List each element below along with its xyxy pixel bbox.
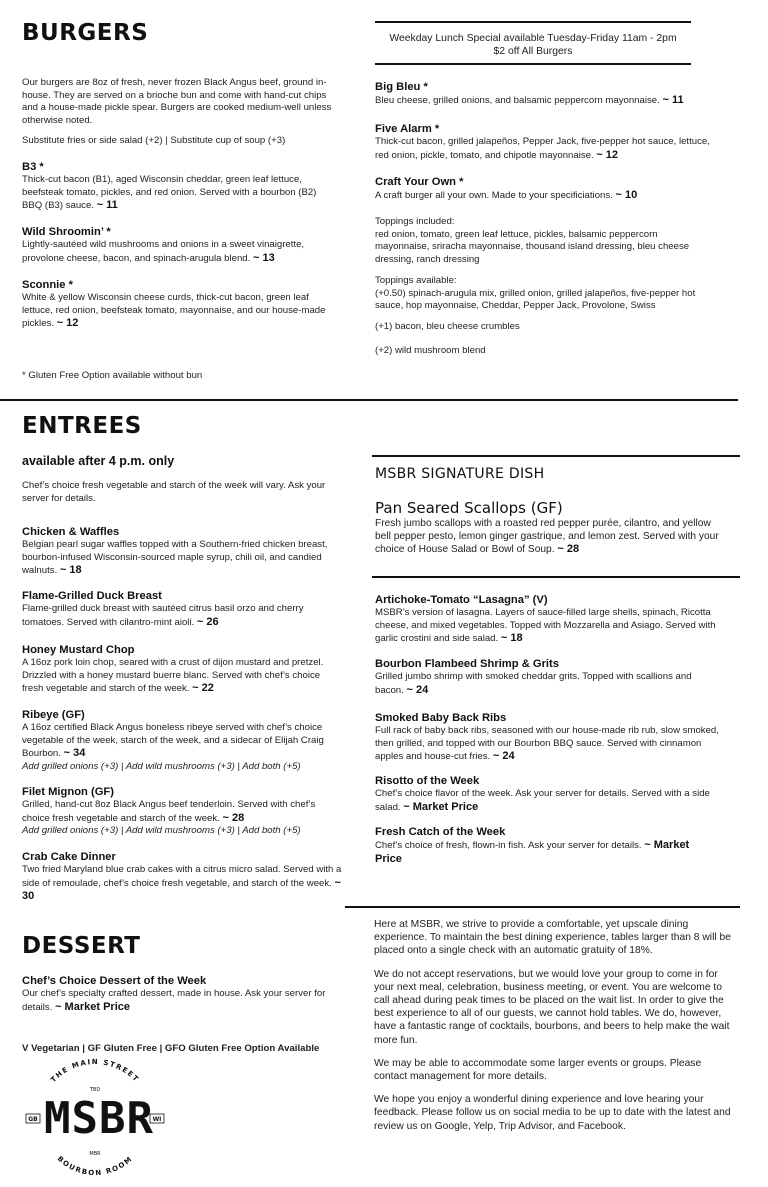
burgers-heading: BURGERS [22,20,149,46]
entree-duck-breast [22,589,324,629]
entree-crab-cake [22,850,344,904]
logo-est-top: TBD [89,1087,101,1093]
logo-bottom-arc-text: BOURBON ROOM [55,1154,135,1178]
menu-item-price: ~ Market Price [375,839,690,865]
logo-top-arc-text: THE MAIN STREET [49,1058,141,1085]
menu-item-desc: Grilled jumbo shrimp with smoked cheddar grits. Topped with scallions and bacon. ~ 24 [375,671,692,696]
entree-chicken-waffles [22,525,344,578]
signature-dish-price: ~ 28 [557,543,580,556]
signature-heading: MSBR SIGNATURE DISH [375,466,545,482]
menu-item-desc: Full rack of baby back ribs, seasoned with our house-made rib rub, slow smoked, then grilled, and topped with our Bourbon BBQ sauce. Served with cinnamon apples and house-cut fries. ~ 24 [375,725,719,763]
signature-dish-desc: Fresh jumbo scallops with a roasted red pepper purée, cilantro, and yellow bell pepper pesto, lemon ginger gastrique, and lemon zest. Served with your choice of House Salad or Bowl of Soup. ~ 28 [375,518,719,556]
menu-item-price: ~ 26 [196,615,219,628]
toppings-available [375,275,715,313]
menu-item-price: ~ 24 [406,683,429,696]
entree-honey-mustard-chop [22,643,344,696]
menu-item-desc: A 16oz pork loin chop, seared with a crust of dijon mustard and pretzel. Drizzled with a honey mustard buerre blanc. Served with chef’s choice fresh vegetable and starch of the week. ~ 22 [22,657,324,695]
menu-item-price: ~ 10 [615,189,638,201]
signature-bottom-rule [372,576,740,578]
menu-item-price: ~ 12 [56,317,79,330]
logo-left-text: GB [28,1116,38,1123]
menu-item-name: Filet Mignon (GF) [22,786,114,798]
svg-text:BOURBON ROOM [56,1155,135,1177]
gluten-free-note: * Gluten Free Option available without bun [22,370,203,381]
entree-lasagna [375,593,720,646]
entree-fresh-catch [375,825,715,866]
msbr-logo [20,1058,170,1180]
menu-item-name: Honey Mustard Chop [22,644,135,656]
burgers-intro: Our burgers are 8oz of fresh, never frozen Black Angus beef, ground in-house. They are served on a brioche bun and come with hand-cut chips and a house-made pickle spear. Burgers are cooked medium-well unless otherwise noted. [22,77,332,126]
policy-paragraph: Here at MSBR, we strive to provide a comfortable, yet upscale dining experience. To maintain the best dining experience, tables larger than 8 will be placed onto a single check with an automatic gratuity of 18%. [374,919,731,957]
toppings-included-label: Toppings included: [375,216,455,227]
lunch-special-top-rule [375,21,691,23]
policies [374,918,734,1133]
menu-item-desc: A 16oz certified Black Angus boneless ribeye served with chef’s choice vegetable of the week, starch of the week, and a sidecar of Elijah Craig Bourbon. ~ 34 [22,722,324,760]
toppings-included [375,216,710,266]
menu-item-addons: Add grilled onions (+3) | Add wild mushrooms (+3) | Add both (+5) [22,760,301,772]
signature-dish-name: Pan Seared Scallops (GF) [375,499,563,517]
svg-text:THE MAIN STREET [49,1058,140,1084]
menu-item-price: ~ 11 [662,94,684,106]
entree-baby-back-ribs [375,711,720,764]
menu-item-price: ~ 13 [252,251,275,264]
policy-paragraph: We hope you enjoy a wonderful dining experience and love hearing your feedback. Please follow us on social media to be up to date with the latest and review us on Google, Yelp, Trip Advisor, and Facebook. [374,1094,731,1132]
menu-item-price: ~ 12 [596,148,619,161]
menu-item-addons: Add grilled onions (+3) | Add wild mushrooms (+3) | Add both (+5) [22,825,301,837]
menu-item-price: ~ 18 [59,564,82,577]
dessert-item [22,974,344,1014]
menu-item-desc: Two fried Maryland blue crab cakes with a citrus micro salad. Served with a side of remoulade, chef’s choice fresh vegetable, and starch of the week. ~ 30 [22,864,342,903]
burger-item-five-alarm [375,122,715,162]
logo-right-text: WI [152,1116,162,1123]
entrees-heading: ENTREES [22,413,142,439]
lunch-special-line2: $2 off All Burgers [493,45,573,57]
policies-top-rule [345,906,740,908]
menu-item-name: Flame-Grilled Duck Breast [22,590,162,602]
menu-item-name: Crab Cake Dinner [22,851,116,863]
menu-item-price: ~ 34 [63,747,86,760]
signature-top-rule [372,455,740,457]
menu-item-name: Sconnie * [22,279,73,291]
menu-item-name: Fresh Catch of the Week [375,826,506,838]
policy-paragraph: We do not accept reservations, but we would love your group to come in for your next meal, celebration, business meeting, or event. You are welcome to call ahead during peak times to be placed on the wait list. In order to give the best experience to all of our guests, we cannot hold tables. We do, however, have a fantastic range of cocktails, bourbons, and beers to help make the wait more fun. [374,968,730,1046]
menu-item-desc: Grilled, hand-cut 8oz Black Angus beef tenderloin. Served with chef’s choice fresh vegetable and starch of the week. ~ 28 [22,799,316,824]
menu-item-desc: Our chef’s specialty crafted dessert, made in house. Ask your server for details. ~ Market Price [22,988,326,1013]
menu-item-name: Wild Shroomin’ * [22,226,111,238]
entree-ribeye [22,708,344,773]
menu-item-name: B3 * [22,161,44,173]
dietary-legend: V Vegetarian | GF Gluten Free | GFO Gluten Free Option Available [22,1043,320,1054]
burger-item-big-bleu [375,80,715,108]
menu-item-name: Craft Your Own * [375,176,464,188]
dessert-heading: DESSERT [22,933,141,959]
entree-shrimp-grits [375,657,705,697]
section-divider [0,399,738,401]
burger-item-craft-your-own [375,175,715,203]
menu-item-price: ~ 22 [192,682,214,695]
burger-item-b3 [22,160,334,213]
menu-item-desc: A craft burger all your own. Made to your specificiations. ~ 10 [375,189,638,201]
menu-item-desc: Chef’s choice of fresh, flown-in fish. Ask your server for details. ~ Market Price [375,839,690,865]
menu-item-name: Chef’s Choice Dessert of the Week [22,975,207,987]
menu-item-desc: Lightly-sautéed wild mushrooms and onions in a sweet vinaigrette, provolone cheese, bacon, and spinach-arugula blend. ~ 13 [22,239,305,264]
menu-item-desc: White & yellow Wisconsin cheese curds, thick-cut bacon, green leaf lettuce, red onion, beefsteak tomato, mayonnaise, and our house-made pickles. ~ 12 [22,292,326,330]
menu-item-name: Artichoke-Tomato “Lasagna” (V) [375,594,548,606]
menu-item-price: ~ Market Price [55,1000,130,1013]
toppings-available-list: (+0.50) spinach-arugula mix, grilled onion, grilled jalapeños, five-pepper hot sauce, hop mayonnaise, Cheddar, Pepper Jack, Provolone, Swiss [375,287,696,312]
entrees-subheading: available after 4 p.m. only [22,454,175,468]
menu-item-price: ~ 28 [222,811,245,824]
menu-item-price: ~ 18 [500,632,523,645]
menu-item-price: ~ Market Price [403,800,479,813]
menu-item-price: ~ 11 [96,199,118,212]
menu-item-desc: Chef’s choice flavor of the week. Ask your server for details. Served with a side salad. ~ Market Price [375,788,710,813]
toppings-available-label: Toppings available: [375,275,457,286]
menu-item-desc: Belgian pearl sugar waffles topped with a Southern-fried chicken breast, bourbon-infused Wisconsin-sourced maple syrup, chili oil, and candied walnuts. ~ 18 [22,539,328,577]
menu-item-name: Smoked Baby Back Ribs [375,712,507,724]
menu-item-desc: Flame-grilled duck breast with sautéed citrus basil orzo and cherry tomatoes. Served with cilantro-mint aioli. ~ 26 [22,603,304,628]
entrees-intro: Chef’s choice fresh vegetable and starch of the week will vary. Ask your server for details. [22,480,326,504]
menu-item-name: Ribeye (GF) [22,709,85,721]
menu-item-name: Bourbon Flambeed Shrimp & Grits [375,658,559,670]
policy-paragraph: We may be able to accommodate some larger events or groups. Please contact management for more details. [374,1057,702,1083]
lunch-special [375,33,691,58]
menu-item-name: Big Bleu * [375,81,428,93]
menu-item-price: ~ 30 [22,876,341,903]
toppings-included-list: red onion, tomato, green leaf lettuce, pickles, balsamic peppercorn mayonnaise, sriracha mayonnaise, thousand island dressing, bleu cheese dressing, ranch dressing [375,228,690,265]
toppings-plus1: (+1) bacon, bleu cheese crumbles [375,321,520,332]
menu-item-desc: MSBR’s version of lasagna. Layers of sauce-filled large shells, spinach, Ricotta cheese, and mixed vegetables. Topped with Mozzarella and Asiago. Served with garlic crostini and side salad. ~ 18 [375,607,716,645]
signature-dish [375,499,720,557]
menu-item-price: ~ 24 [492,750,515,763]
burgers-substitute-note: Substitute fries or side salad (+2) | Substitute cup of soup (+3) [22,135,286,146]
menu-item-desc: Thick-cut bacon (B1), aged Wisconsin cheddar, green leaf lettuce, beefsteak tomato, pickles, and red onion. Served with a bourbon (B2) BBQ (B3) sauce. ~ 11 [22,174,317,212]
menu-item-desc: Thick-cut bacon, grilled jalapeños, Pepper Jack, five-pepper hot sauce, lettuce, red onion, pickle, tomato, and chipotle mayonnaise. ~ 12 [375,136,710,161]
menu-item-name: Risotto of the Week [375,775,480,787]
menu-item-name: Five Alarm * [375,123,440,135]
lunch-special-line1: Weekday Lunch Special available Tuesday-Friday 11am - 2pm [389,33,677,44]
logo-est-bottom: MBR [89,1151,101,1157]
burger-item-sconnie [22,278,332,331]
entree-risotto [375,774,720,814]
toppings-plus2: (+2) wild mushroom blend [375,345,486,356]
logo-wordmark: MSBR [44,1093,154,1144]
menu-item-name: Chicken & Waffles [22,526,120,538]
menu-item-desc: Bleu cheese, grilled onions, and balsamic peppercorn mayonnaise. ~ 11 [375,94,684,106]
entree-filet-mignon [22,785,338,838]
lunch-special-bottom-rule [375,63,691,65]
burger-item-wild-shroomin [22,225,332,265]
